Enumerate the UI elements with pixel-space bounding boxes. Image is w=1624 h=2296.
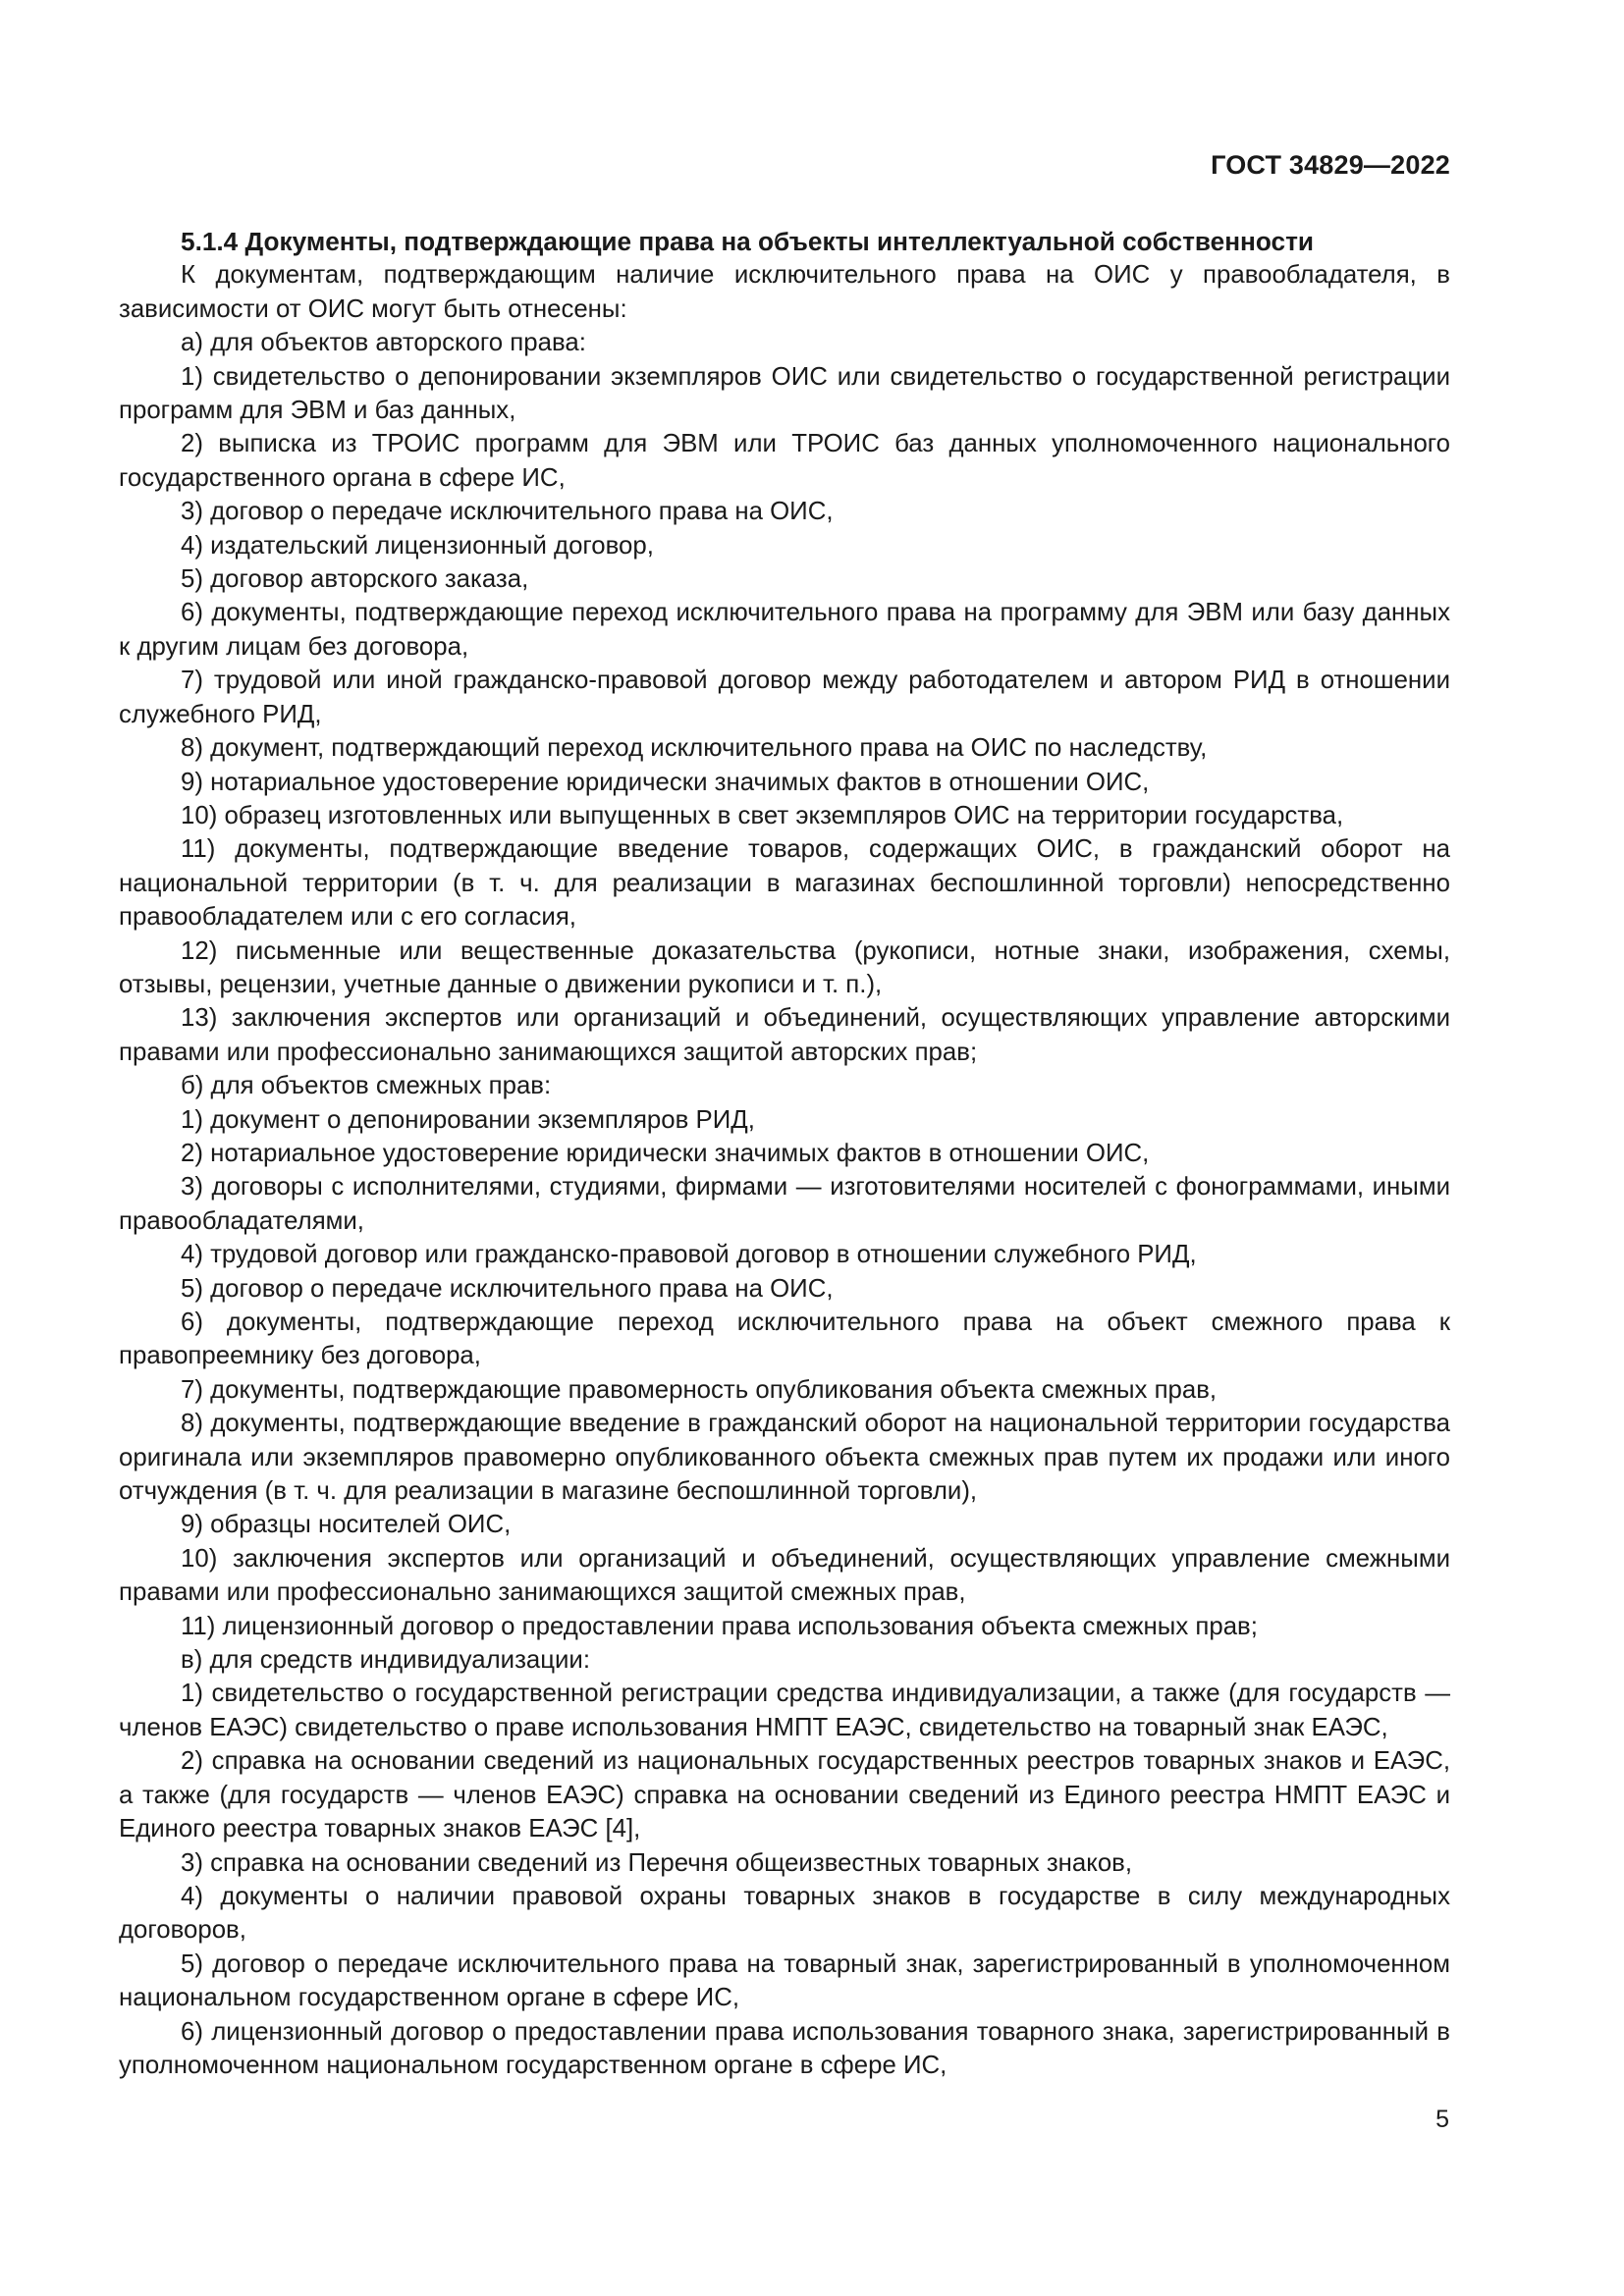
paragraph: 1) свидетельство о государственной регистрации средства индивидуализации, а также (для государств — членов ЕАЭС) свидетельство о праве использования НМПТ ЕАЭС, свидетельство на товарный знак ЕАЭС, [119,1680,1450,1741]
paragraph: 8) документ, подтверждающий переход исключительного права на ОИС по наследству, [181,734,1208,763]
paragraph: К документам, подтверждающим наличие исключительного права на ОИС у правообладателя, в зависимости от ОИС могут быть отнесены: [119,261,1450,323]
paragraph: 7) трудовой или иной гражданско-правовой договор между работодателем и автором РИД в отношении служебного РИД, [119,667,1450,728]
paragraph: 3) договоры с исполнителями, студиями, фирмами — изготовителями носителей с фонограммами, иными правообладателями, [119,1173,1450,1235]
paragraph: 10) образец изготовленных или выпущенных в свет экземпляров ОИС на территории государства, [181,801,1344,829]
paragraph: 1) свидетельство о депонировании экземпляров ОИС или свидетельство о государственной регистрации программ для ЭВМ и баз данных, [119,362,1450,425]
paragraph: 5) договор о передаче исключительного права на товарный знак, зарегистрированный в уполномоченном национальном государственном органе в сфере ИС, [119,1949,1450,2012]
paragraph: в) для средств индивидуализации: [181,1646,591,1675]
paragraph: 13) заключения экспертов или организаций и объединений, осуществляющих управление авторскими правами или профессионально занимающихся защитой авторских прав; [119,1004,1450,1066]
paragraph: 4) документы о наличии правовой охраны товарных знаков в государстве в силу международных договоров, [119,1882,1450,1945]
paragraph: 1) документ о депонировании экземпляров РИД, [181,1105,755,1134]
paragraph-list [119,258,1450,2082]
paragraph: 9) нотариальное удостоверение юридически значимых фактов в отношении ОИС, [181,768,1150,796]
paragraph: 7) документы, подтверждающие правомерность опубликования объекта смежных прав, [181,1375,1218,1404]
paragraph: 5) договор авторского заказа, [181,565,529,594]
paragraph: 5) договор о передаче исключительного права на ОИС, [181,1274,834,1303]
paragraph: 2) выписка из ТРОИС программ для ЭВМ или ТРОИС баз данных уполномоченного национального государственного органа в сфере ИС, [119,430,1450,492]
paragraph: 6) документы, подтверждающие переход исключительного права на объект смежного права к правопреемнику без договора, [119,1308,1450,1370]
paragraph: 8) документы, подтверждающие введение в гражданский оборот на национальной территории государства оригинала или экземпляров правомерно опубликованного объекта смежных прав путем их продажи или иного отчуждения (в т. ч. для реализации в магазине беспошлинной торговли), [119,1410,1450,1506]
paragraph: 12) письменные или вещественные доказательства (рукописи, нотные знаки, изображения, схемы, отзывы, рецензии, учетные данные о движении рукописи и т. п.), [119,936,1450,998]
standard-header: ГОСТ 34829—2022 [1211,150,1450,180]
paragraph: 4) издательский лицензионный договор, [181,531,654,560]
page-number: 5 [1435,2106,1449,2133]
paragraph: б) для объектов смежных прав: [181,1072,552,1100]
section-content [119,225,1450,2082]
paragraph: 9) образцы носителей ОИС, [181,1511,512,1539]
paragraph: 2) справка на основании сведений из национальных государственных реестров товарных знаков и ЕАЭС, а также (для государств — членов ЕАЭС) справка на основании сведений из Единого реестра НМПТ ЕАЭС и Единого реестра товарных знаков ЕАЭС [4], [119,1747,1450,1843]
paragraph: 10) заключения экспертов или организаций и объединений, осуществляющих управление смежными правами или профессионально занимающихся защитой смежных прав, [119,1544,1450,1607]
paragraph: 6) лицензионный договор о предоставлении права использования товарного знака, зарегистрированный в уполномоченном национальном государственном органе в сфере ИС, [119,2017,1450,2079]
paragraph: 3) справка на основании сведений из Перечня общеизвестных товарных знаков, [181,1848,1133,1877]
paragraph: 6) документы, подтверждающие переход исключительного права на программу для ЭВМ или базу данных к другим лицам без договора, [119,599,1450,661]
paragraph: 2) нотариальное удостоверение юридически значимых фактов в отношении ОИС, [181,1139,1150,1167]
paragraph: а) для объектов авторского права: [181,329,586,357]
paragraph: 11) документы, подтверждающие введение товаров, содержащих ОИС, в гражданский оборот на национальной территории (в т. ч. для реализации в магазинах беспошлинной торговли) непосредственно правообладателем или с его согласия, [119,835,1450,932]
section-title: 5.1.4 Документы, подтверждающие права на объекты интеллектуальной собственности [181,227,1314,256]
paragraph: 4) трудовой договор или гражданско-правовой договор в отношении служебного РИД, [181,1241,1197,1269]
paragraph: 11) лицензионный договор о предоставлении права использования объекта смежных прав; [181,1612,1258,1640]
paragraph: 3) договор о передаче исключительного права на ОИС, [181,498,834,526]
